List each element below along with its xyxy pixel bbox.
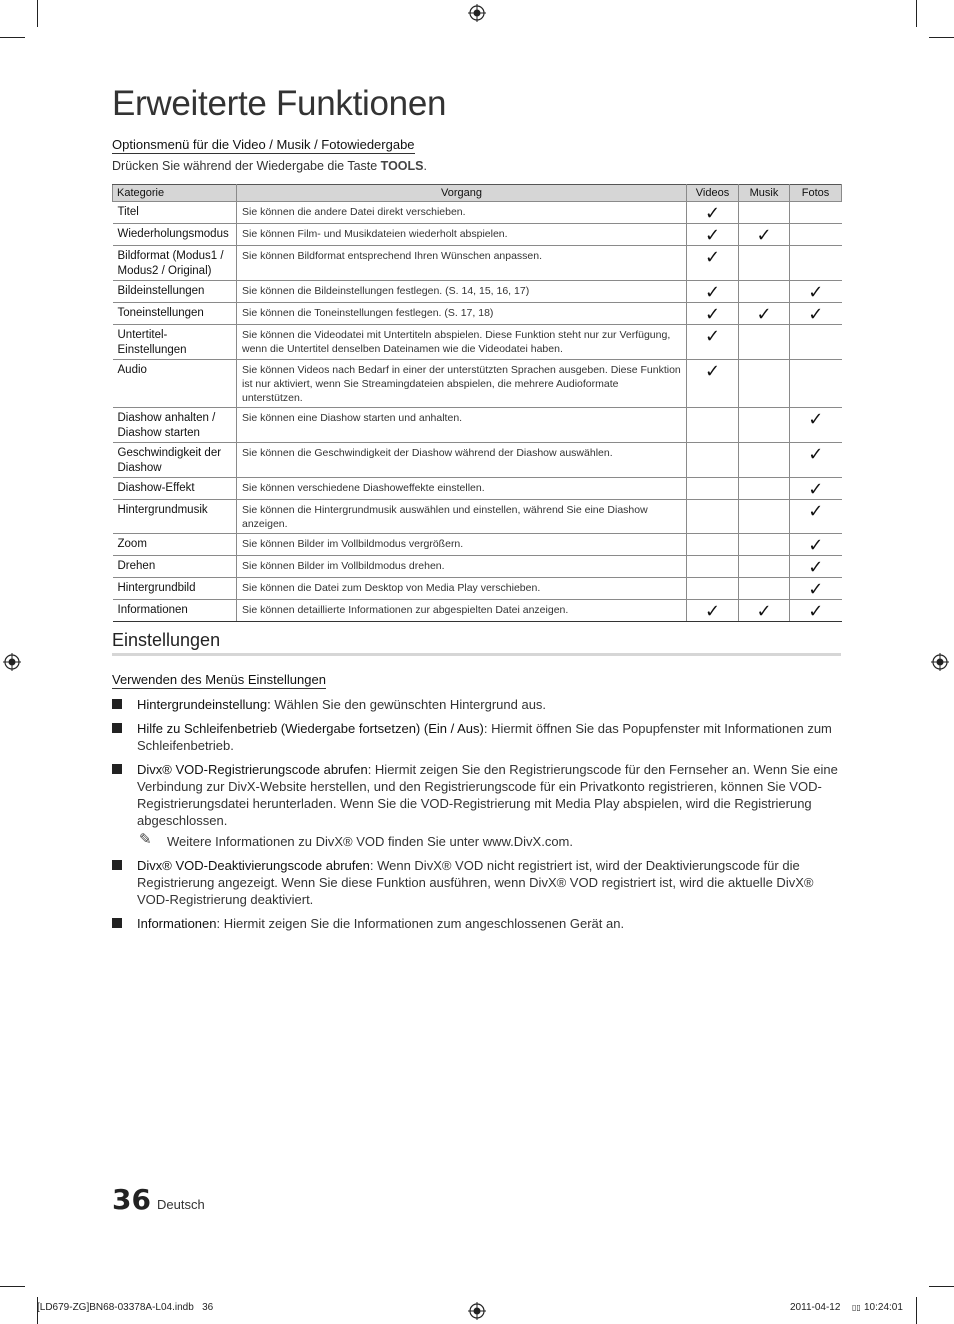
cell-fotos (790, 443, 842, 478)
cell-kategorie: Wiederholungsmodus (113, 224, 237, 246)
registration-mark-icon (468, 1302, 486, 1320)
cell-kategorie: Bildeinstellungen (113, 281, 237, 303)
cell-musik (739, 500, 790, 534)
item-text: Wählen Sie den gewünschten Hintergrund aus. (270, 697, 547, 712)
cell-vorgang: Sie können verschiedene Diashoweffekte einstellen. (237, 478, 687, 500)
cell-musik (739, 360, 790, 408)
table-row (113, 478, 842, 500)
check-mark-icon: ✓ (704, 225, 721, 245)
cell-fotos (790, 325, 842, 360)
cell-videos (687, 443, 739, 478)
cell-vorgang: Sie können die Datei zum Desktop von Media Play verschieben. (237, 578, 687, 600)
cell-musik (739, 325, 790, 360)
cell-vorgang: Sie können Bildformat entsprechend Ihren Wünschen anpassen. (237, 246, 687, 281)
cell-fotos (790, 303, 842, 325)
cell-videos (687, 534, 739, 556)
options-table (112, 184, 842, 622)
check-mark-icon: ✓ (808, 479, 824, 499)
settings-list (112, 696, 844, 939)
table-row (113, 281, 842, 303)
cell-vorgang: Sie können die Geschwindigkeit der Diashow während der Diashow auswählen. (237, 443, 687, 478)
check-mark-icon: ✓ (808, 535, 824, 555)
slug-file: [LD679-ZG]BN68-03378A-L04.indb 36 (37, 1302, 214, 1313)
note-text: Weitere Informationen zu DivX® VOD finden Sie unter www.DivX.com. (167, 834, 573, 849)
cell-kategorie: Toneinstellungen (113, 303, 237, 325)
table-row (113, 246, 842, 281)
cell-fotos (790, 600, 842, 622)
list-item (112, 720, 844, 754)
slug-glyph: ▯▯ (852, 1303, 861, 1312)
check-mark-icon: ✓ (808, 282, 824, 302)
cell-kategorie: Geschwindigkeit der Diashow (113, 443, 237, 478)
cell-fotos (790, 246, 842, 281)
check-mark-icon: ✓ (756, 601, 772, 621)
item-label: Divx® VOD-Deaktivierungscode abrufen (137, 858, 370, 873)
list-item (112, 915, 844, 932)
cell-musik (739, 478, 790, 500)
check-mark-icon: ✓ (704, 282, 721, 302)
cell-vorgang: Sie können die Hintergrundmusik auswählen und einstellen, während Sie eine Diashow anzeigen. (237, 500, 687, 534)
cell-musik (739, 202, 790, 224)
cell-fotos (790, 408, 842, 443)
cell-fotos (790, 578, 842, 600)
crop-mark (916, 0, 917, 27)
cell-videos (687, 281, 739, 303)
cell-fotos (790, 534, 842, 556)
cell-videos (687, 360, 739, 408)
cell-musik (739, 281, 790, 303)
cell-vorgang: Sie können Videos nach Bedarf in einer der unterstützten Sprachen ausgeben. Diese Funktion ist nur aktiviert, wenn Sie Streamingdateien abspielen, die mehrere Audioformate unterstützen. (237, 360, 687, 408)
check-mark-icon: ✓ (704, 601, 721, 621)
column-header-videos: Videos (687, 185, 739, 202)
cell-fotos (790, 556, 842, 578)
cell-videos (687, 202, 739, 224)
slug-date: 2011-04-12 (790, 1302, 841, 1313)
cell-videos (687, 246, 739, 281)
crop-mark (929, 37, 954, 38)
cell-videos (687, 224, 739, 246)
options-intro (112, 159, 427, 173)
check-mark-icon: ✓ (704, 326, 721, 346)
page-title: Erweiterte Funktionen (112, 84, 447, 123)
cell-videos (687, 578, 739, 600)
cell-kategorie: Bildformat (Modus1 / Modus2 / Original) (113, 246, 237, 281)
cell-vorgang: Sie können eine Diashow starten und anhalten. (237, 408, 687, 443)
registration-mark-icon (468, 4, 486, 22)
divx-note (137, 833, 844, 850)
column-header-kategorie: Kategorie (113, 185, 237, 202)
table-row (113, 202, 842, 224)
table-row (113, 556, 842, 578)
cell-fotos (790, 360, 842, 408)
cell-kategorie: Zoom (113, 534, 237, 556)
crop-mark (0, 1286, 25, 1287)
table-row (113, 534, 842, 556)
table-row (113, 578, 842, 600)
registration-mark-icon (931, 653, 949, 671)
intro-prefix: Drücken Sie während der Wiedergabe die Taste (112, 159, 381, 173)
settings-subheading: Verwenden des Menüs Einstellungen (112, 672, 326, 687)
crop-mark (0, 37, 25, 38)
table-row (113, 303, 842, 325)
table-row (113, 408, 842, 443)
table-row (113, 600, 842, 622)
cell-kategorie: Audio (113, 360, 237, 408)
square-bullet-icon (112, 860, 122, 870)
registration-mark-icon (3, 653, 21, 671)
check-mark-icon: ✓ (756, 304, 772, 324)
cell-vorgang: Sie können detaillierte Informationen zur abgespielten Datei anzeigen. (237, 600, 687, 622)
check-mark-icon: ✓ (808, 444, 824, 464)
check-mark-icon: ✓ (808, 501, 824, 521)
table-row (113, 224, 842, 246)
item-text: : Hiermit öffnen Sie das Popupfenster mit Informationen zum Schleifenbetrieb. (137, 721, 832, 753)
square-bullet-icon (112, 918, 122, 928)
cell-videos (687, 556, 739, 578)
table-header-row (113, 185, 842, 202)
intro-suffix: . (423, 159, 427, 173)
cell-vorgang: Sie können die Bildeinstellungen festlegen. (S. 14, 15, 16, 17) (237, 281, 687, 303)
cell-musik (739, 600, 790, 622)
cell-vorgang: Sie können Bilder im Vollbildmodus vergrößern. (237, 534, 687, 556)
cell-videos (687, 478, 739, 500)
check-mark-icon: ✓ (704, 247, 721, 267)
cell-vorgang: Sie können die Toneinstellungen festlegen. (S. 17, 18) (237, 303, 687, 325)
check-mark-icon: ✓ (808, 601, 824, 621)
table-row (113, 360, 842, 408)
table-row (113, 500, 842, 534)
cell-kategorie: Diashow anhalten / Diashow starten (113, 408, 237, 443)
cell-musik (739, 224, 790, 246)
cell-vorgang: Sie können die Videodatei mit Untertiteln abspielen. Diese Funktion steht nur zur Verfügung, wenn die Untertitel denselben Dateinamen wie die Videodatei haben. (237, 325, 687, 360)
cell-videos (687, 500, 739, 534)
pencil-icon: ✎ (139, 831, 152, 848)
square-bullet-icon (112, 764, 122, 774)
check-mark-icon: ✓ (808, 304, 824, 324)
check-mark-icon: ✓ (808, 579, 824, 599)
item-text: : Wenn DivX® VOD nicht registriert ist, wird der Deaktivierungscode für die Registrierung angezeigt. Wenn Sie diese Funktion ausführen, wenn DivX® VOD registriert ist, wird die aktuelle DivX® VOD-Registrierung deaktiviert. (137, 858, 814, 907)
check-mark-icon: ✓ (808, 409, 824, 429)
item-text: : Hiermit zeigen Sie den Registrierungscode für den Fernseher an. Wenn Sie eine Verbindung zur DivX-Website herstellen, und den Registrierungscode für ein Privatkonto registrieren, können Sie VOD-Registrierungsdatei herunterladen. Wenn Sie die VOD-Registrierung mit Media Play abspielen, wird die Registrierung abgeschlossen. (137, 762, 838, 828)
cell-kategorie: Diashow-Effekt (113, 478, 237, 500)
column-header-fotos: Fotos (790, 185, 842, 202)
table-row (113, 443, 842, 478)
cell-musik (739, 303, 790, 325)
item-text: : Hiermit zeigen Sie die Informationen zum angeschlossenen Gerät an. (216, 916, 625, 931)
table-row (113, 325, 842, 360)
item-label: Hilfe zu Schleifenbetrieb (Wiedergabe fortsetzen) (Ein / Aus) (137, 721, 484, 736)
cell-vorgang: Sie können Bilder im Vollbildmodus drehen. (237, 556, 687, 578)
square-bullet-icon (112, 699, 122, 709)
column-header-vorgang: Vorgang (237, 185, 687, 202)
options-menu-heading: Optionsmenü für die Video / Musik / Fotowiedergabe (112, 137, 415, 152)
cell-kategorie: Hintergrundbild (113, 578, 237, 600)
cell-musik (739, 556, 790, 578)
crop-mark (916, 1297, 917, 1324)
cell-kategorie: Untertitel-Einstellungen (113, 325, 237, 360)
column-header-musik: Musik (739, 185, 790, 202)
options-table-body (113, 202, 842, 622)
crop-mark (37, 0, 38, 27)
check-mark-icon: ✓ (704, 361, 721, 381)
page-number: 36 (112, 1183, 151, 1216)
square-bullet-icon (112, 723, 122, 733)
cell-videos (687, 303, 739, 325)
cell-kategorie: Informationen (113, 600, 237, 622)
cell-musik (739, 443, 790, 478)
item-label: Hintergrundeinstellung: (137, 697, 271, 712)
cell-fotos (790, 202, 842, 224)
cell-videos (687, 408, 739, 443)
check-mark-icon: ✓ (704, 203, 721, 223)
item-label: Informationen (137, 916, 217, 931)
item-label: Divx® VOD-Registrierungscode abrufen (137, 762, 368, 777)
list-item (112, 857, 844, 908)
check-mark-icon: ✓ (756, 225, 772, 245)
cell-kategorie: Hintergrundmusik (113, 500, 237, 534)
check-mark-icon: ✓ (808, 557, 824, 577)
cell-musik (739, 578, 790, 600)
cell-vorgang: Sie können die andere Datei direkt verschieben. (237, 202, 687, 224)
cell-videos (687, 600, 739, 622)
cell-kategorie: Drehen (113, 556, 237, 578)
list-item (112, 696, 844, 713)
settings-title: Einstellungen (112, 630, 841, 656)
cell-vorgang: Sie können Film- und Musikdateien wiederholt abspielen. (237, 224, 687, 246)
cell-kategorie: Titel (113, 202, 237, 224)
check-mark-icon: ✓ (704, 304, 721, 324)
cell-musik (739, 534, 790, 556)
cell-fotos (790, 224, 842, 246)
crop-mark (929, 1286, 954, 1287)
cell-musik (739, 246, 790, 281)
list-item (112, 761, 844, 850)
tools-key-label: TOOLS (380, 159, 424, 173)
cell-musik (739, 408, 790, 443)
page-language: Deutsch (157, 1197, 205, 1212)
cell-fotos (790, 478, 842, 500)
slug-time: 10:24:01 (864, 1302, 903, 1313)
cell-fotos (790, 500, 842, 534)
cell-videos (687, 325, 739, 360)
cell-fotos (790, 281, 842, 303)
